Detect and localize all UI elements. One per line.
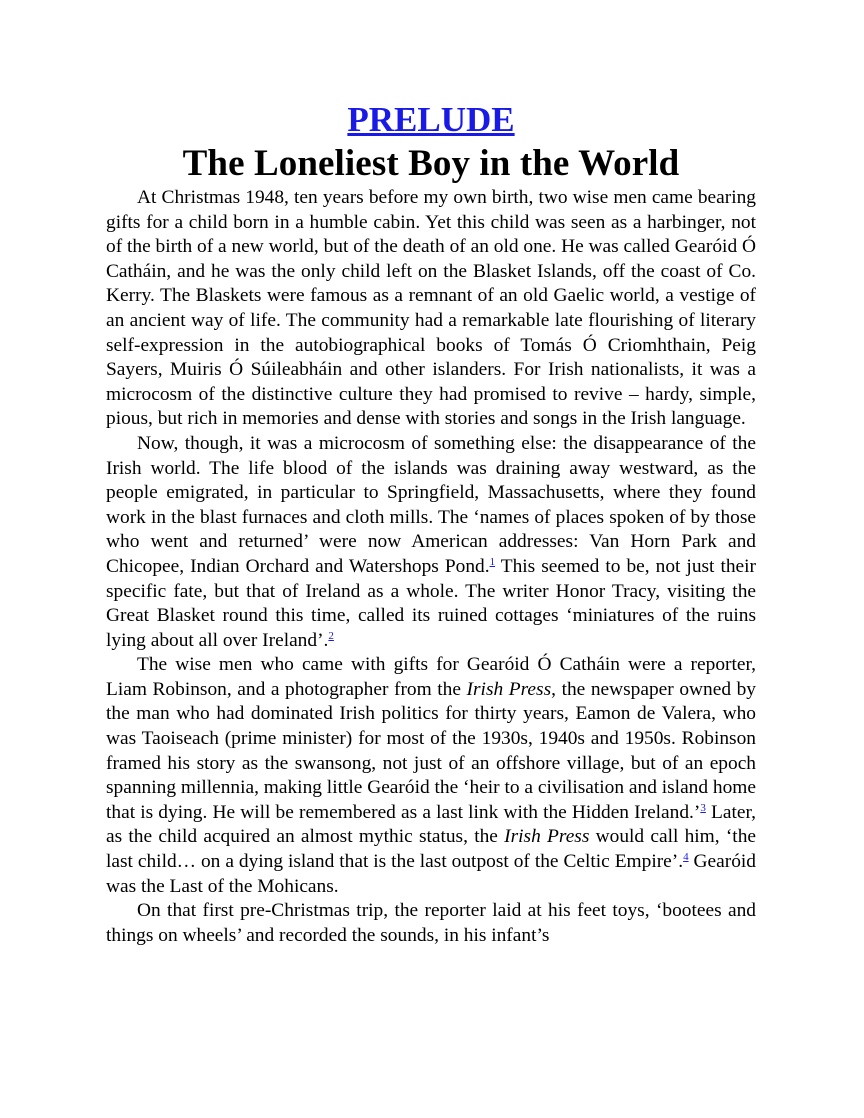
paragraph-4 — [106, 899, 756, 948]
body-text — [106, 186, 756, 948]
text-run: At Christmas 1948, ten years before my own birth, two wise men came bearing gifts for a child born in a humble cabin. Yet this child was seen as a harbinger, not of the birth of a new world, but of the death of an old one. He was called Gearóid Ó Catháin, and he was the only child left on the Blasket Islands, off the coast of Co. Kerry. The Blaskets were famous as a remnant of an old Gaelic world, a vestige of an ancient way of life. The community had a remarkable late flourishing of literary self-expression in the autobiographical books of Tomás Ó Criomhthain, Peig Sayers, Muiris Ó Súileabháin and other islanders. For Irish nationalists, it was a microcosm of the distinctive culture they had promised to revive – hardy, simple, pious, but rich in memories and dense with stories and songs in the Irish language. — [106, 187, 756, 430]
text-run: , the newspaper owned by the man who had dominated Irish politics for thirty years, Eamon de Valera, who was Taoiseach (prime minister) for most of the 1930s, 1940s and 1950s. Robinson framed his story as the swansong, not just of an offshore village, but of an epoch spanning millennia, making little Gearóid the ‘heir to a civilisation and island home that is dying. He will be remembered as a last link with the Hidden Ireland.’ — [106, 678, 756, 823]
footnote-link-2[interactable]: 2 — [328, 629, 334, 642]
paragraph-2 — [106, 432, 756, 653]
footnote-link-4[interactable]: 4 — [683, 851, 689, 864]
text-run: Now, though, it was a microcosm of something else: the disappearance of the Irish world. The life blood of the islands was draining away westward, as the people emigrated, in particular to Springfield, Massachusetts, where they found work in the blast furnaces and cloth mills. The ‘names of places spoken of by those who went and returned’ were now American addresses: Van Horn Park and Chicopee, Indian Orchard and Watershops Pond. — [106, 432, 756, 577]
text-run: This seemed to be, not just their specific fate, but that of Ireland as a whole. The writer Honor Tracy, visiting the Great Blasket round this time, called its ruined cottages ‘miniatures of the ruins lying about all over Ireland’. — [106, 555, 756, 651]
text-run: would call him, ‘the last child… on a dying island that is the last outpost of the Celtic Empire’. — [106, 826, 756, 873]
text-run: On that first pre-Christmas trip, the reporter laid at his feet toys, ‘bootees and things on wheels’ and recorded the sounds, in his infant’s — [106, 900, 756, 946]
footnote-link-3[interactable]: 3 — [700, 801, 706, 814]
text-column — [106, 98, 756, 948]
paragraph-1 — [106, 186, 756, 432]
text-run: Gearóid was the Last of the Mohicans. — [106, 851, 756, 897]
chapter-label-link[interactable]: PRELUDE — [347, 100, 515, 139]
italic-title: Irish Press — [504, 826, 590, 848]
footnote-ref — [328, 630, 334, 642]
text-run: Later, as the child acquired an almost mythic status, the — [106, 801, 756, 848]
paragraph-3 — [106, 653, 756, 899]
chapter-title: The Loneliest Boy in the World — [182, 143, 680, 184]
italic-title: Irish Press — [466, 678, 552, 700]
text-run: The wise men who came with gifts for Gearóid Ó Catháin were a reporter, Liam Robinson, and a photographer from the — [106, 654, 756, 700]
chapter-label — [106, 98, 756, 142]
footnote-link-1[interactable]: 1 — [489, 555, 496, 568]
